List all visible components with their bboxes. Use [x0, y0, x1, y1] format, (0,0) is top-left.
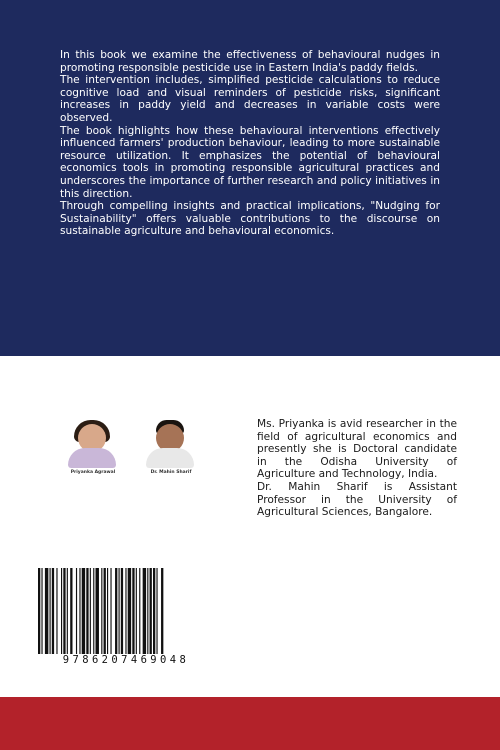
author-photos — [58, 420, 208, 480]
barcode-bar — [156, 568, 157, 654]
blurb-paragraph: The book highlights how these behavioural interventions effectively influenced farmers' production behaviour, leading to more sustainable resource utilization. It emphasizes the potential of behavioural economics tools in promoting responsible agricultural practices and underscores the importance of further research and policy initiatives in this direction. — [60, 124, 440, 200]
barcode-bar — [45, 568, 48, 654]
barcode-bar — [96, 568, 99, 654]
barcode-bar — [143, 568, 146, 654]
barcode-bar — [150, 568, 152, 654]
barcode-bar — [132, 568, 134, 654]
barcode-bar — [153, 568, 155, 654]
barcode-bar — [67, 568, 68, 654]
body-shape — [68, 448, 116, 468]
author-photo-mahin — [136, 420, 206, 480]
bottom-color-band — [0, 697, 500, 750]
author-caption: Dr. Mahin Sharif — [150, 470, 192, 475]
blurb-paragraph: In this book we examine the effectiveness of behavioural nudges in promoting responsible pesticide use in Eastern India's paddy fields. — [60, 49, 440, 74]
barcode-bar — [56, 568, 57, 654]
barcode-bar — [161, 568, 163, 654]
barcode-bar — [86, 568, 88, 654]
barcode-bar — [121, 568, 123, 654]
barcode-bar — [93, 568, 94, 654]
barcode-bar — [125, 568, 126, 654]
barcode-bar — [79, 568, 80, 654]
bio-paragraph: Dr. Mahin Sharif is Assistant Professor in the University of Agricultural Sciences, Bangalore. — [257, 480, 457, 519]
barcode-bar — [147, 568, 148, 654]
barcode-bar — [38, 568, 40, 654]
barcode-bar — [76, 568, 77, 654]
author-photo-priyanka — [58, 420, 128, 480]
blurb-paragraph: Through compelling insights and practical implications, "Nudging for Sustainability" offers valuable contributions to the discourse on sustainable agriculture and behavioural economics. — [60, 200, 440, 238]
barcode-bar — [104, 568, 106, 654]
book-blurb — [60, 49, 440, 238]
barcode-digits: 9786207469048 — [62, 654, 190, 666]
blurb-paragraph: The intervention includes, simplified pesticide calculations to reduce cognitive load and visual reminders of pesticide risks, significant increases in paddy yield and decreases in variable costs were observed. — [60, 74, 440, 124]
barcode-bars — [36, 568, 216, 658]
barcode-bar — [82, 568, 85, 654]
author-bio — [257, 418, 457, 519]
barcode-bar — [115, 568, 117, 654]
isbn-barcode — [30, 562, 222, 674]
barcode-bar — [110, 568, 111, 654]
barcode-bar — [52, 568, 54, 654]
barcode-bar — [90, 568, 91, 654]
barcode-bar — [70, 568, 72, 654]
barcode-bar — [61, 568, 62, 654]
barcode-bar — [107, 568, 108, 654]
barcode-bar — [119, 568, 120, 654]
bio-paragraph: Ms. Priyanka is avid researcher in the field of agricultural economics and presently she is Doctoral candidate in the Odisha University of Agriculture and Technology, India. — [257, 418, 457, 481]
barcode-bar — [128, 568, 131, 654]
author-caption: Priyanka Agrawal — [70, 470, 116, 475]
barcode-bar — [139, 568, 140, 654]
barcode-bar — [50, 568, 51, 654]
barcode-bar — [63, 568, 65, 654]
barcode-bar — [136, 568, 137, 654]
cover-top-panel — [0, 0, 500, 356]
barcode-bar — [101, 568, 102, 654]
barcode-bar — [41, 568, 42, 654]
body-shape — [146, 448, 194, 468]
